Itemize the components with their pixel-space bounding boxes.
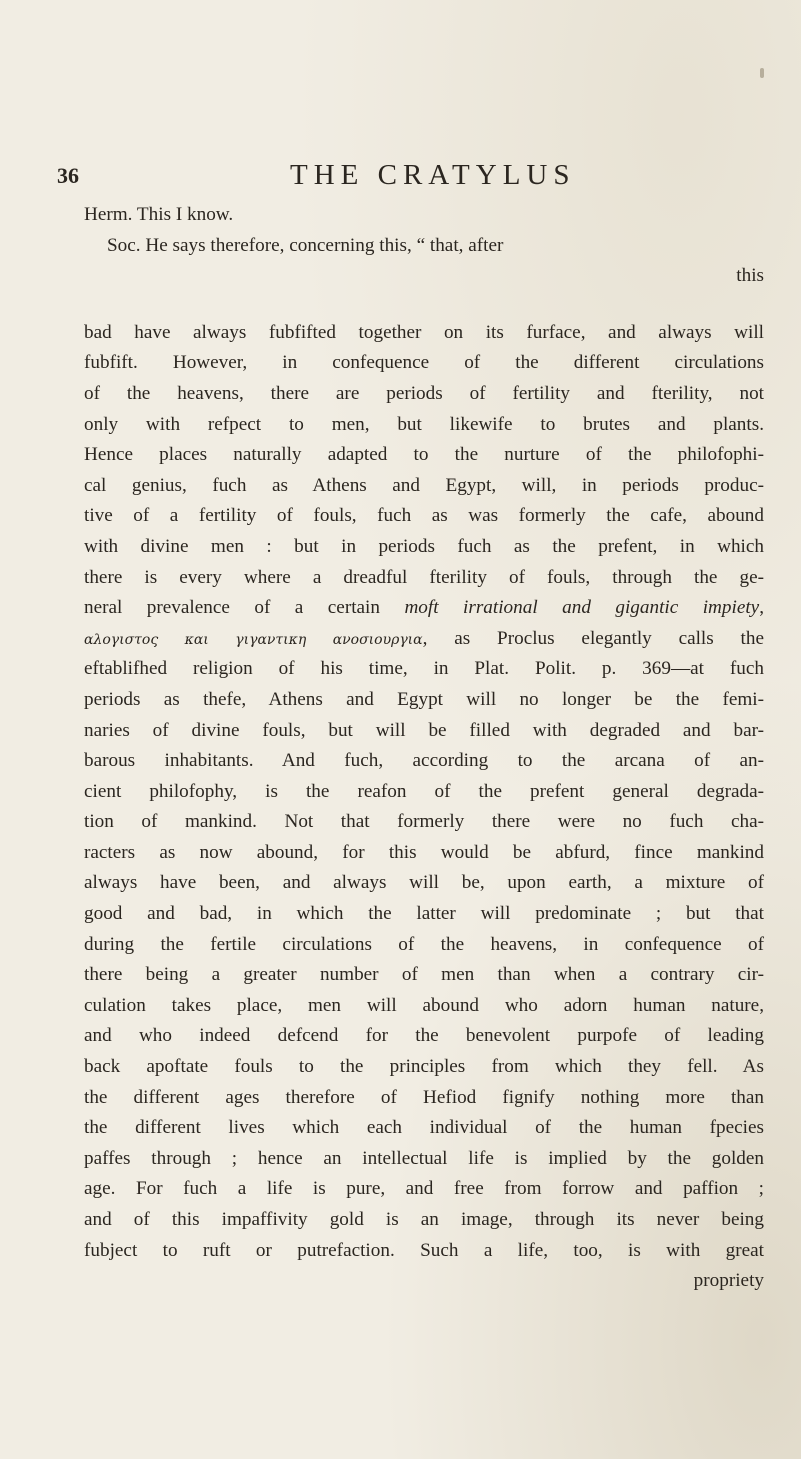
text-line: tive of a fertility of fouls, fuch as was formerly the cafe, abound (84, 505, 764, 527)
text-line: and who indeed defcend for the benevolent purpofe of leading (84, 1025, 764, 1047)
text-fragment: , as Proclus elegantly calls the (422, 627, 764, 649)
text-line: and of this impaffivity gold is an image, through its never being (84, 1209, 764, 1230)
text-line: with divine men : but in periods fuch as the prefent, in which (84, 535, 764, 557)
text-line: fubfift. However, in confequence of the different circulations (84, 352, 764, 374)
text-line: cal genius, fuch as Athens and Egypt, will, in periods produc- (84, 474, 764, 496)
italic-phrase: moft irrational and gigantic impiety (404, 597, 760, 619)
body-text (84, 200, 764, 1297)
text-line: age. For fuch a life is pure, and free from forrow and paffion ; (84, 1178, 764, 1200)
text-line: there being a greater number of men than when a contrary cir- (84, 964, 764, 986)
text-line: bad have always fubfifted together on its furface, and always will (84, 321, 764, 343)
text-line: Soc. He says therefore, concerning this, “ that, after (107, 234, 504, 256)
text-line: Hence places naturally adapted to the nurture of the philofophi- (84, 444, 764, 466)
text-line: good and bad, in which the latter will predominate ; but that (84, 903, 764, 925)
page-header (57, 159, 757, 203)
text-line: Herm. This I know. (84, 204, 234, 225)
text-line: fubject to ruft or putrefaction. Such a life, too, is with great (84, 1239, 764, 1261)
text-line: culation takes place, men will abound who adorn human nature, (84, 994, 764, 1016)
greek-phrase: αλογιστος και γιγαντικη ανοσιουργια (84, 631, 423, 648)
page-blemish (760, 68, 764, 78)
text-line: paffes through ; hence an intellectual life is implied by the golden (84, 1147, 764, 1169)
text-line: racters as now abound, for this would be abfurd, fince mankind (84, 841, 764, 863)
text-fragment: neral prevalence of a certain (84, 597, 405, 619)
text-line: eftablifhed religion of his time, in Plat. Polit. p. 369—at fuch (84, 658, 764, 680)
text-line: during the fertile circulations of the heavens, in confequence of (84, 933, 764, 955)
text-line: only with refpect to men, but likewife to brutes and plants. (84, 413, 764, 435)
text-line: of the heavens, there are periods of fertility and fterility, not (84, 382, 764, 404)
text-line: tion of mankind. Not that formerly there were no fuch cha- (84, 811, 764, 833)
catchword-line: propriety (693, 1270, 764, 1292)
text-line: back apoftate fouls to the principles from which they fell. As (84, 1056, 764, 1078)
text-line: there is every where a dreadful fterility of fouls, through the ge- (84, 566, 764, 588)
catchword-line: this (736, 265, 764, 287)
text-line (84, 624, 764, 655)
text-line (84, 593, 764, 624)
text-fragment: , (759, 597, 764, 619)
text-line: the different lives which each individual of the human fpecies (84, 1117, 764, 1139)
text-line: the different ages therefore of Hefiod fignify nothing more than (84, 1086, 764, 1108)
text-line: barous inhabitants. And fuch, according to the arcana of an- (84, 750, 764, 772)
running-title: THE CRATYLUS (290, 159, 576, 191)
text-line: cient philofophy, is the reafon of the prefent general degrada- (84, 780, 764, 802)
page-number: 36 (57, 163, 79, 188)
text-line: always have been, and always will be, upon earth, a mixture of (84, 872, 764, 894)
text-line: naries of divine fouls, but will be filled with degraded and bar- (84, 719, 764, 741)
text-line: periods as thefe, Athens and Egypt will no longer be the femi- (84, 688, 764, 710)
